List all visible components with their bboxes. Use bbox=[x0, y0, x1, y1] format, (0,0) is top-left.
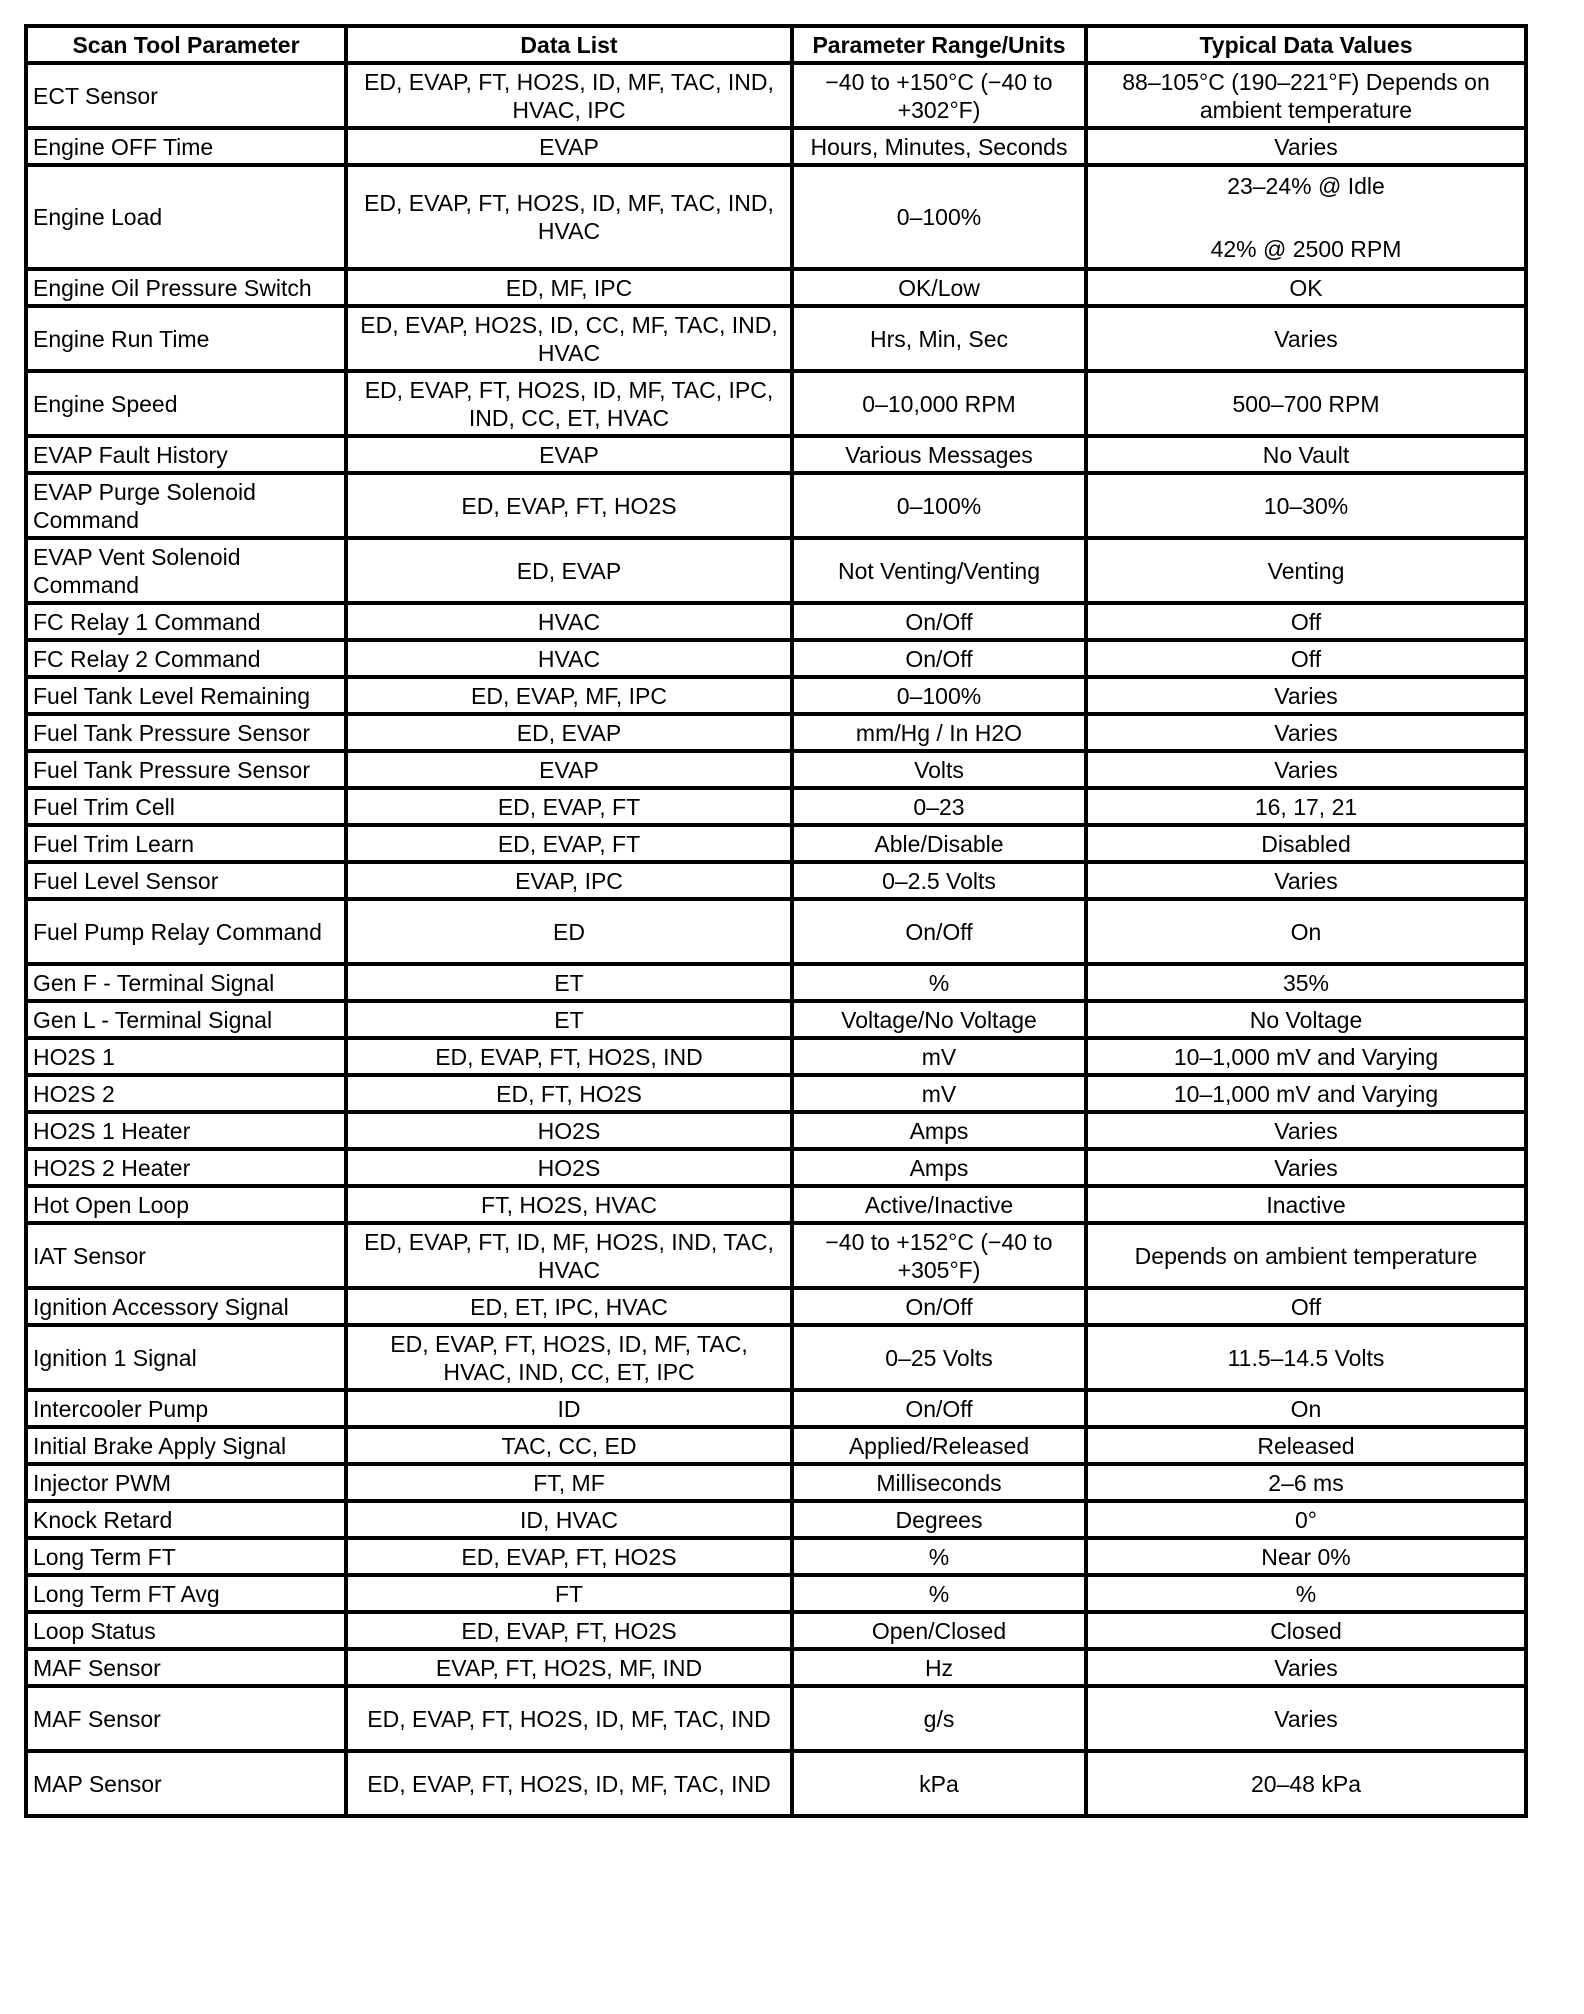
cell-data-list: FT, MF bbox=[346, 1464, 792, 1501]
cell-parameter-range: On/Off bbox=[792, 899, 1086, 964]
cell-typical-value: On bbox=[1086, 899, 1526, 964]
cell-parameter-range: Amps bbox=[792, 1112, 1086, 1149]
cell-typical-value: Near 0% bbox=[1086, 1538, 1526, 1575]
cell-data-list: ED bbox=[346, 899, 792, 964]
cell-data-list: HO2S bbox=[346, 1149, 792, 1186]
cell-data-list: ED, EVAP bbox=[346, 538, 792, 603]
table-row bbox=[26, 63, 1526, 128]
cell-typical-value: Depends on ambient temperature bbox=[1086, 1223, 1526, 1288]
cell-typical-value: Varies bbox=[1086, 1149, 1526, 1186]
table-row bbox=[26, 899, 1526, 964]
table-row bbox=[26, 473, 1526, 538]
table-row bbox=[26, 538, 1526, 603]
cell-typical-value: 500–700 RPM bbox=[1086, 371, 1526, 436]
table-row bbox=[26, 1223, 1526, 1288]
cell-typical-value: Varies bbox=[1086, 714, 1526, 751]
cell-typical-value bbox=[1086, 165, 1526, 269]
table-row bbox=[26, 1390, 1526, 1427]
cell-typical-value: Varies bbox=[1086, 128, 1526, 165]
cell-data-list: FT, HO2S, HVAC bbox=[346, 1186, 792, 1223]
cell-parameter-range: Applied/Released bbox=[792, 1427, 1086, 1464]
cell-data-list: ED, EVAP, FT, HO2S, ID, MF, TAC, IND bbox=[346, 1751, 792, 1816]
cell-data-list: ED, EVAP, FT, HO2S bbox=[346, 1538, 792, 1575]
typical-value-line: 23–24% @ Idle bbox=[1227, 172, 1385, 199]
cell-parameter-range: 0–100% bbox=[792, 677, 1086, 714]
cell-data-list: ED, EVAP, FT, HO2S bbox=[346, 1612, 792, 1649]
cell-scan-tool-parameter: MAF Sensor bbox=[26, 1649, 346, 1686]
cell-scan-tool-parameter: Loop Status bbox=[26, 1612, 346, 1649]
table-row bbox=[26, 677, 1526, 714]
cell-scan-tool-parameter: MAP Sensor bbox=[26, 1751, 346, 1816]
cell-typical-value: 10–1,000 mV and Varying bbox=[1086, 1038, 1526, 1075]
table-row bbox=[26, 964, 1526, 1001]
cell-data-list: ED, EVAP, FT, ID, MF, HO2S, IND, TAC, HVAC bbox=[346, 1223, 792, 1288]
table-row bbox=[26, 306, 1526, 371]
cell-scan-tool-parameter: Hot Open Loop bbox=[26, 1186, 346, 1223]
cell-typical-value: 10–30% bbox=[1086, 473, 1526, 538]
table-row bbox=[26, 1325, 1526, 1390]
cell-typical-value: Varies bbox=[1086, 306, 1526, 371]
cell-data-list: ED, EVAP, FT, HO2S, ID, MF, TAC, IND, HVAC bbox=[346, 165, 792, 269]
cell-parameter-range: Not Venting/Venting bbox=[792, 538, 1086, 603]
cell-parameter-range: Able/Disable bbox=[792, 825, 1086, 862]
table-row bbox=[26, 751, 1526, 788]
cell-parameter-range: On/Off bbox=[792, 603, 1086, 640]
cell-scan-tool-parameter: HO2S 2 Heater bbox=[26, 1149, 346, 1186]
cell-data-list: ED, FT, HO2S bbox=[346, 1075, 792, 1112]
cell-typical-value: Varies bbox=[1086, 862, 1526, 899]
cell-data-list: EVAP bbox=[346, 128, 792, 165]
cell-parameter-range: Volts bbox=[792, 751, 1086, 788]
cell-scan-tool-parameter: EVAP Fault History bbox=[26, 436, 346, 473]
cell-parameter-range: −40 to +150°C (−40 to +302°F) bbox=[792, 63, 1086, 128]
table-row bbox=[26, 1464, 1526, 1501]
cell-parameter-range: mm/Hg / In H2O bbox=[792, 714, 1086, 751]
cell-typical-value: Varies bbox=[1086, 677, 1526, 714]
cell-data-list: EVAP bbox=[346, 751, 792, 788]
cell-typical-value: Off bbox=[1086, 640, 1526, 677]
cell-parameter-range: Open/Closed bbox=[792, 1612, 1086, 1649]
cell-parameter-range: Various Messages bbox=[792, 436, 1086, 473]
cell-typical-value: Varies bbox=[1086, 1649, 1526, 1686]
cell-data-list: HO2S bbox=[346, 1112, 792, 1149]
cell-data-list: EVAP, FT, HO2S, MF, IND bbox=[346, 1649, 792, 1686]
cell-scan-tool-parameter: MAF Sensor bbox=[26, 1686, 346, 1751]
cell-scan-tool-parameter: Fuel Tank Pressure Sensor bbox=[26, 714, 346, 751]
cell-data-list: FT bbox=[346, 1575, 792, 1612]
cell-data-list: ET bbox=[346, 1001, 792, 1038]
cell-scan-tool-parameter: Initial Brake Apply Signal bbox=[26, 1427, 346, 1464]
cell-typical-value: 16, 17, 21 bbox=[1086, 788, 1526, 825]
header-parameter-range-units: Parameter Range/Units bbox=[792, 26, 1086, 63]
cell-scan-tool-parameter: Fuel Pump Relay Command bbox=[26, 899, 346, 964]
table-row bbox=[26, 1075, 1526, 1112]
table-row bbox=[26, 165, 1526, 269]
cell-scan-tool-parameter: Engine Load bbox=[26, 165, 346, 269]
cell-scan-tool-parameter: HO2S 2 bbox=[26, 1075, 346, 1112]
cell-typical-value: On bbox=[1086, 1390, 1526, 1427]
cell-parameter-range: % bbox=[792, 1575, 1086, 1612]
table-header-row bbox=[26, 26, 1526, 63]
table-row bbox=[26, 640, 1526, 677]
cell-scan-tool-parameter: Engine Speed bbox=[26, 371, 346, 436]
cell-scan-tool-parameter: Engine OFF Time bbox=[26, 128, 346, 165]
cell-data-list: ET bbox=[346, 964, 792, 1001]
cell-typical-value: 0° bbox=[1086, 1501, 1526, 1538]
cell-data-list: ED, EVAP, FT, HO2S, IND bbox=[346, 1038, 792, 1075]
cell-typical-value: Off bbox=[1086, 603, 1526, 640]
cell-data-list: ED, EVAP, FT bbox=[346, 825, 792, 862]
cell-parameter-range: Hours, Minutes, Seconds bbox=[792, 128, 1086, 165]
scan-tool-data-table bbox=[24, 24, 1528, 1818]
table-row bbox=[26, 1649, 1526, 1686]
cell-scan-tool-parameter: FC Relay 1 Command bbox=[26, 603, 346, 640]
cell-parameter-range: 0–10,000 RPM bbox=[792, 371, 1086, 436]
cell-parameter-range: On/Off bbox=[792, 1288, 1086, 1325]
cell-scan-tool-parameter: HO2S 1 bbox=[26, 1038, 346, 1075]
table-row bbox=[26, 436, 1526, 473]
cell-data-list: ED, EVAP, FT bbox=[346, 788, 792, 825]
cell-data-list: EVAP, IPC bbox=[346, 862, 792, 899]
cell-data-list: ED, ET, IPC, HVAC bbox=[346, 1288, 792, 1325]
cell-typical-value: Varies bbox=[1086, 1112, 1526, 1149]
cell-scan-tool-parameter: Fuel Trim Cell bbox=[26, 788, 346, 825]
cell-data-list: EVAP bbox=[346, 436, 792, 473]
cell-parameter-range: Active/Inactive bbox=[792, 1186, 1086, 1223]
table-row bbox=[26, 1751, 1526, 1816]
cell-data-list: HVAC bbox=[346, 603, 792, 640]
cell-scan-tool-parameter: Fuel Tank Pressure Sensor bbox=[26, 751, 346, 788]
cell-scan-tool-parameter: Knock Retard bbox=[26, 1501, 346, 1538]
cell-scan-tool-parameter: Fuel Trim Learn bbox=[26, 825, 346, 862]
cell-parameter-range: mV bbox=[792, 1038, 1086, 1075]
cell-data-list: ED, EVAP, FT, HO2S bbox=[346, 473, 792, 538]
cell-parameter-range: Hrs, Min, Sec bbox=[792, 306, 1086, 371]
cell-typical-value: 11.5–14.5 Volts bbox=[1086, 1325, 1526, 1390]
table-row bbox=[26, 1501, 1526, 1538]
cell-data-list: ED, EVAP bbox=[346, 714, 792, 751]
table-row bbox=[26, 269, 1526, 306]
cell-typical-value: 35% bbox=[1086, 964, 1526, 1001]
cell-typical-value: 20–48 kPa bbox=[1086, 1751, 1526, 1816]
typical-value-line: 42% @ 2500 RPM bbox=[1210, 235, 1402, 262]
cell-parameter-range: 0–25 Volts bbox=[792, 1325, 1086, 1390]
cell-scan-tool-parameter: ECT Sensor bbox=[26, 63, 346, 128]
cell-typical-value: Closed bbox=[1086, 1612, 1526, 1649]
cell-parameter-range: Voltage/No Voltage bbox=[792, 1001, 1086, 1038]
cell-typical-value: Varies bbox=[1086, 751, 1526, 788]
cell-parameter-range: Degrees bbox=[792, 1501, 1086, 1538]
cell-parameter-range: On/Off bbox=[792, 640, 1086, 677]
table-row bbox=[26, 1427, 1526, 1464]
cell-typical-value: Off bbox=[1086, 1288, 1526, 1325]
cell-parameter-range: mV bbox=[792, 1075, 1086, 1112]
header-data-list: Data List bbox=[346, 26, 792, 63]
cell-parameter-range: % bbox=[792, 1538, 1086, 1575]
cell-parameter-range: 0–23 bbox=[792, 788, 1086, 825]
table-row bbox=[26, 714, 1526, 751]
cell-parameter-range: g/s bbox=[792, 1686, 1086, 1751]
table-row bbox=[26, 603, 1526, 640]
table-body bbox=[26, 63, 1526, 1816]
cell-data-list: TAC, CC, ED bbox=[346, 1427, 792, 1464]
cell-parameter-range: On/Off bbox=[792, 1390, 1086, 1427]
cell-parameter-range: Amps bbox=[792, 1149, 1086, 1186]
cell-typical-value: 2–6 ms bbox=[1086, 1464, 1526, 1501]
cell-typical-value: Inactive bbox=[1086, 1186, 1526, 1223]
cell-typical-value: % bbox=[1086, 1575, 1526, 1612]
cell-scan-tool-parameter: EVAP Vent Solenoid Command bbox=[26, 538, 346, 603]
table-row bbox=[26, 825, 1526, 862]
cell-data-list: ED, EVAP, FT, HO2S, ID, MF, TAC, HVAC, IND, CC, ET, IPC bbox=[346, 1325, 792, 1390]
cell-data-list: HVAC bbox=[346, 640, 792, 677]
cell-data-list: ED, EVAP, HO2S, ID, CC, MF, TAC, IND, HVAC bbox=[346, 306, 792, 371]
table-row bbox=[26, 1612, 1526, 1649]
cell-data-list: ED, EVAP, FT, HO2S, ID, MF, TAC, IND bbox=[346, 1686, 792, 1751]
cell-scan-tool-parameter: EVAP Purge Solenoid Command bbox=[26, 473, 346, 538]
header-typical-data-values: Typical Data Values bbox=[1086, 26, 1526, 63]
cell-parameter-range: 0–100% bbox=[792, 165, 1086, 269]
cell-scan-tool-parameter: Fuel Tank Level Remaining bbox=[26, 677, 346, 714]
cell-data-list: ED, EVAP, FT, HO2S, ID, MF, TAC, IPC, IND, CC, ET, HVAC bbox=[346, 371, 792, 436]
table-row bbox=[26, 1001, 1526, 1038]
cell-typical-value: OK bbox=[1086, 269, 1526, 306]
cell-data-list: ID bbox=[346, 1390, 792, 1427]
cell-typical-value: 88–105°C (190–221°F) Depends on ambient temperature bbox=[1086, 63, 1526, 128]
cell-scan-tool-parameter: Long Term FT bbox=[26, 1538, 346, 1575]
table-row bbox=[26, 1538, 1526, 1575]
table-row bbox=[26, 862, 1526, 899]
line-spacer bbox=[1093, 200, 1519, 235]
table-row bbox=[26, 1186, 1526, 1223]
cell-scan-tool-parameter: Intercooler Pump bbox=[26, 1390, 346, 1427]
cell-typical-value: No Voltage bbox=[1086, 1001, 1526, 1038]
cell-typical-value: Varies bbox=[1086, 1686, 1526, 1751]
cell-parameter-range: 0–2.5 Volts bbox=[792, 862, 1086, 899]
cell-scan-tool-parameter: FC Relay 2 Command bbox=[26, 640, 346, 677]
cell-typical-value: No Vault bbox=[1086, 436, 1526, 473]
cell-scan-tool-parameter: Engine Run Time bbox=[26, 306, 346, 371]
cell-scan-tool-parameter: HO2S 1 Heater bbox=[26, 1112, 346, 1149]
cell-parameter-range: Hz bbox=[792, 1649, 1086, 1686]
cell-scan-tool-parameter: IAT Sensor bbox=[26, 1223, 346, 1288]
table-row bbox=[26, 1112, 1526, 1149]
table-row bbox=[26, 788, 1526, 825]
table-row bbox=[26, 1575, 1526, 1612]
cell-scan-tool-parameter: Ignition 1 Signal bbox=[26, 1325, 346, 1390]
cell-typical-value: Released bbox=[1086, 1427, 1526, 1464]
cell-scan-tool-parameter: Ignition Accessory Signal bbox=[26, 1288, 346, 1325]
cell-parameter-range: Milliseconds bbox=[792, 1464, 1086, 1501]
cell-parameter-range: 0–100% bbox=[792, 473, 1086, 538]
cell-scan-tool-parameter: Gen F - Terminal Signal bbox=[26, 964, 346, 1001]
cell-typical-value: 10–1,000 mV and Varying bbox=[1086, 1075, 1526, 1112]
table-row bbox=[26, 1038, 1526, 1075]
cell-parameter-range: OK/Low bbox=[792, 269, 1086, 306]
cell-scan-tool-parameter: Engine Oil Pressure Switch bbox=[26, 269, 346, 306]
table-row bbox=[26, 1288, 1526, 1325]
table-row bbox=[26, 1686, 1526, 1751]
cell-parameter-range: −40 to +152°C (−40 to +305°F) bbox=[792, 1223, 1086, 1288]
cell-data-list: ID, HVAC bbox=[346, 1501, 792, 1538]
cell-scan-tool-parameter: Injector PWM bbox=[26, 1464, 346, 1501]
cell-typical-value: Venting bbox=[1086, 538, 1526, 603]
cell-data-list: ED, EVAP, MF, IPC bbox=[346, 677, 792, 714]
cell-typical-value: Disabled bbox=[1086, 825, 1526, 862]
table-row bbox=[26, 371, 1526, 436]
cell-parameter-range: kPa bbox=[792, 1751, 1086, 1816]
header-scan-tool-parameter: Scan Tool Parameter bbox=[26, 26, 346, 63]
cell-data-list: ED, EVAP, FT, HO2S, ID, MF, TAC, IND, HVAC, IPC bbox=[346, 63, 792, 128]
cell-data-list: ED, MF, IPC bbox=[346, 269, 792, 306]
cell-parameter-range: % bbox=[792, 964, 1086, 1001]
table-row bbox=[26, 128, 1526, 165]
cell-scan-tool-parameter: Fuel Level Sensor bbox=[26, 862, 346, 899]
cell-scan-tool-parameter: Gen L - Terminal Signal bbox=[26, 1001, 346, 1038]
table-row bbox=[26, 1149, 1526, 1186]
cell-scan-tool-parameter: Long Term FT Avg bbox=[26, 1575, 346, 1612]
